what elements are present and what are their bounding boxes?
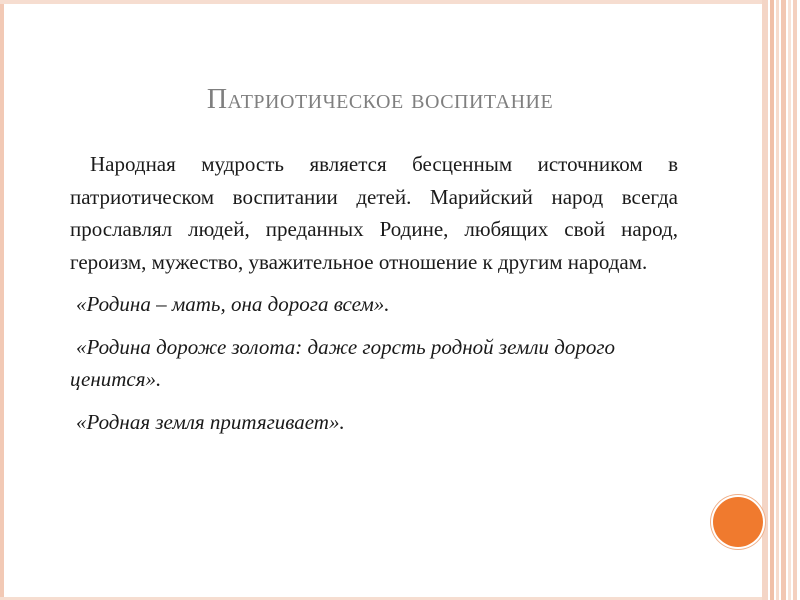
right-stripe	[793, 0, 797, 600]
right-stripe	[762, 0, 768, 600]
right-stripe	[776, 0, 779, 600]
top-border	[0, 0, 762, 4]
body-paragraph: Народная мудрость является бесценным источником в патриотическом воспитании детей. Марийский народ всегда прославлял людей, преданных Родине, любящих свой народ, героизм, мужество, уважительное отношение к другим народам.	[70, 152, 678, 274]
slide-content	[70, 148, 678, 438]
decorative-circle	[713, 497, 763, 547]
proverb-quote: «Родина – мать, она дорога всем».	[76, 292, 390, 316]
right-stripe	[788, 0, 791, 600]
proverb-quote: «Родина дороже золота: даже горсть родной земли дорого ценится».	[70, 334, 616, 391]
proverb-quote: «Родная земля притягивает».	[76, 409, 345, 434]
right-stripe	[770, 0, 774, 600]
left-border	[0, 0, 4, 600]
right-stripe	[781, 0, 786, 600]
slide-title: Патриотическое воспитание	[206, 84, 554, 115]
